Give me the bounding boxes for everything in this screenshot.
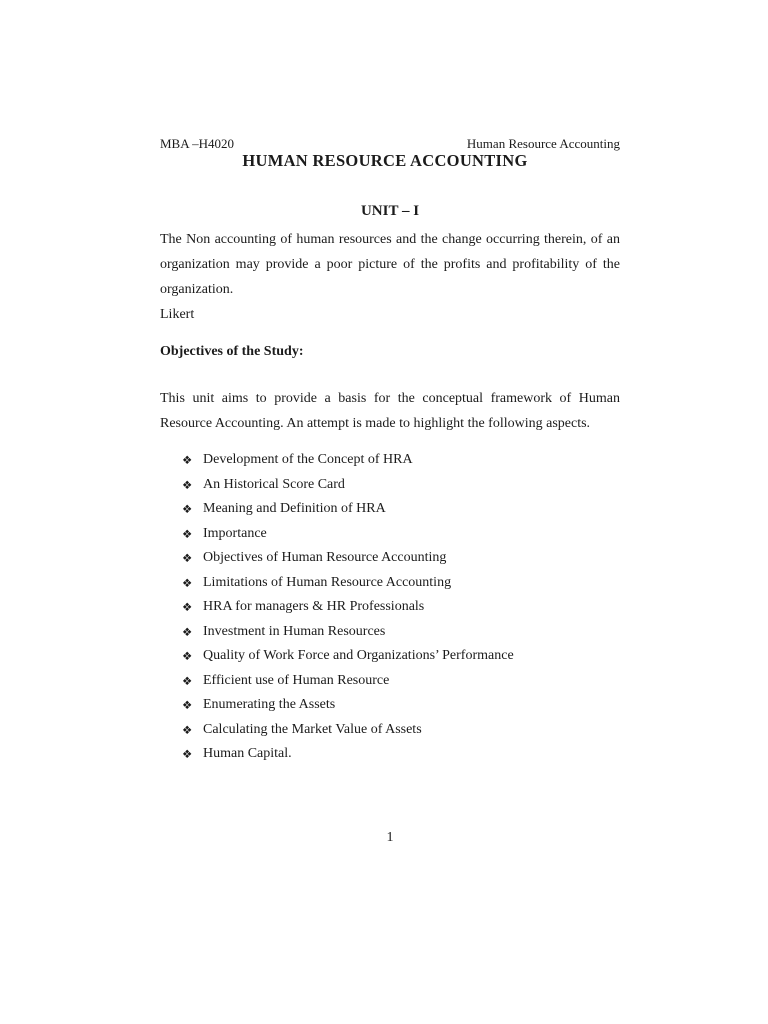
bullet-item — [182, 571, 620, 596]
bullet-item-label: HRA for managers & HR Professionals — [203, 599, 425, 615]
bullet-item — [182, 693, 620, 718]
intro-line: organization. — [160, 282, 234, 297]
bullet-item — [182, 718, 620, 743]
header-subject: Human Resource Accounting — [466, 136, 620, 151]
bullet-item — [182, 448, 620, 473]
bullet-item — [182, 644, 620, 669]
diamond-bullet-icon: ❖ — [182, 526, 193, 541]
bullet-item — [182, 669, 620, 694]
unit-heading: UNIT – I — [360, 203, 420, 219]
diamond-bullet-icon: ❖ — [182, 747, 193, 762]
bullet-item-label: Meaning and Definition of HRA — [203, 501, 386, 517]
intro-block — [160, 227, 620, 327]
diamond-bullet-icon: ❖ — [182, 502, 193, 517]
page-number: 1 — [386, 830, 394, 845]
diamond-bullet-icon: ❖ — [182, 551, 193, 566]
page-header — [160, 136, 620, 151]
objectives-line: Resource Accounting. An attempt is made to highlight the following aspects. — [160, 416, 591, 431]
bullet-item — [182, 497, 620, 522]
bullet-item-label: Importance — [203, 525, 267, 541]
diamond-bullet-icon: ❖ — [182, 453, 193, 468]
bullet-item-label: Investment in Human Resources — [203, 623, 386, 639]
bullet-item-label: Objectives of Human Resource Accounting — [203, 550, 447, 566]
topics-bullet-list — [182, 448, 620, 767]
intro-line: organization may provide a poor picture of the profits and profitability of the — [160, 257, 620, 272]
bullet-item — [182, 595, 620, 620]
bullet-item-label: Efficient use of Human Resource — [203, 672, 390, 688]
diamond-bullet-icon: ❖ — [182, 649, 193, 664]
document-title: HUMAN RESOURCE ACCOUNTING — [242, 151, 528, 170]
diamond-bullet-icon: ❖ — [182, 673, 193, 688]
bullet-item-label: Human Capital. — [203, 746, 292, 762]
bullet-item — [182, 522, 620, 547]
diamond-bullet-icon: ❖ — [182, 722, 193, 737]
intro-paragraph — [160, 227, 620, 302]
bullet-item — [182, 742, 620, 767]
diamond-bullet-icon: ❖ — [182, 575, 193, 590]
attribution: Likert — [160, 307, 195, 322]
diamond-bullet-icon: ❖ — [182, 624, 193, 639]
bullet-item — [182, 546, 620, 571]
bullet-item-label: Development of the Concept of HRA — [203, 452, 413, 468]
intro-line: The Non accounting of human resources and the change occurring therein, of an — [160, 232, 620, 247]
diamond-bullet-icon: ❖ — [182, 477, 193, 492]
objectives-line: This unit aims to provide a basis for the conceptual framework of Human — [160, 391, 620, 406]
bullet-item-label: Enumerating the Assets — [203, 697, 336, 713]
bullet-item — [182, 620, 620, 645]
bullet-item — [182, 473, 620, 498]
diamond-bullet-icon: ❖ — [182, 698, 193, 713]
diamond-bullet-icon: ❖ — [182, 600, 193, 615]
header-course-code: MBA –H4020 — [160, 136, 235, 151]
bullet-item-label: Calculating the Market Value of Assets — [203, 721, 422, 737]
bullet-item-label: An Historical Score Card — [203, 476, 345, 492]
objectives-paragraph — [160, 386, 620, 436]
bullet-item-label: Quality of Work Force and Organizations’ Performance — [203, 648, 514, 664]
bullet-item-label: Limitations of Human Resource Accounting — [203, 574, 452, 590]
objectives-heading: Objectives of the Study: — [160, 344, 304, 359]
